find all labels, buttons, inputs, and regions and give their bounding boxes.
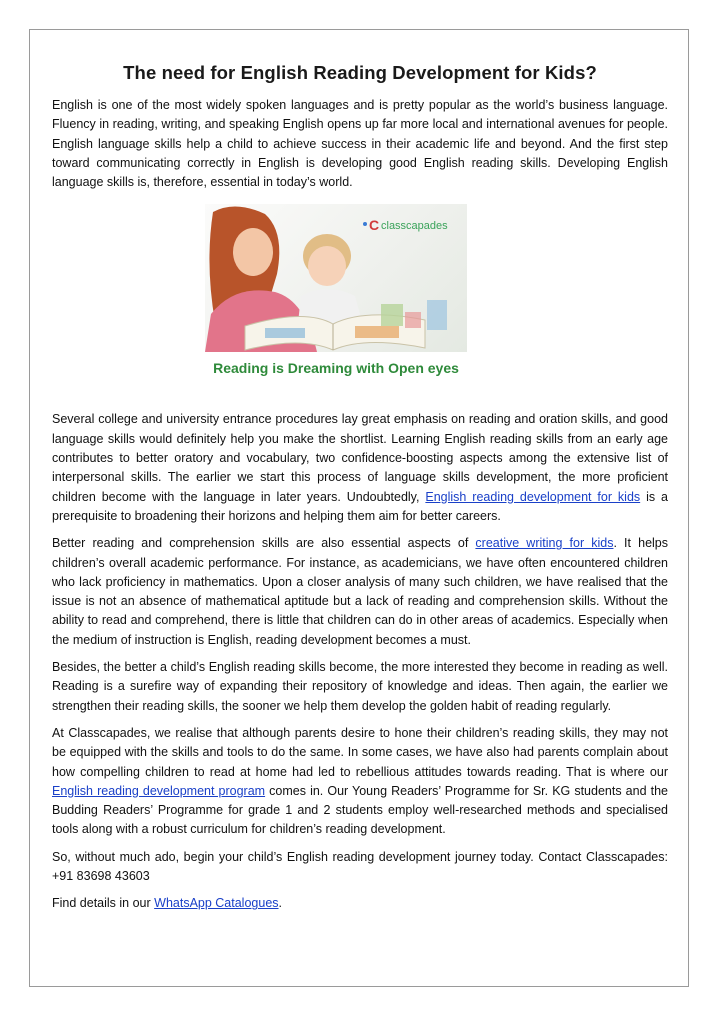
intro-paragraph: English is one of the most widely spoken languages and is pretty popular as the world’s business language. Fluency in reading, writing, and speaking English opens up far more local and international avenues for people. English language skills help a child to achieve success in their academic life and beyond. And the first step toward communicating correctly in English is developing good English reading skills. Developing English language skills is, therefore, essential in today’s world. — [52, 98, 668, 190]
page-title: The need for English Reading Development for Kids? — [123, 62, 597, 83]
paragraph-comprehension: Better reading and comprehension skills are also essential aspects of creative writing for kids. It helps children’s overall academic performance. For instance, as academicians, we have often encountered children who lack proficiency in mathematics. Upon a closer analysis of many such children, we have realised that the issue is not an absence of mathematical aptitude but a lack of reading and comprehension skills. Without the ability to read and comprehend, there is little that children can do in other areas of academics. Especially when the medium of instruction is English, reading development becomes a must. — [52, 536, 668, 647]
document-body — [52, 62, 668, 914]
link-creative-writing-kids[interactable]: creative writing for kids — [475, 536, 614, 551]
paragraph-classcapades: At Classcapades, we realise that although parents desire to hone their children’s reading skills, they may not be equipped with the skills and tools to do the same. In some cases, we have also had parents complain about how compelling children to read at home had led to rebellious attitudes towards reading. That is where our English reading development program comes in. Our Young Readers’ Programme for Sr. KG students and the Budding Readers’ Programme for grade 1 and 2 students employ well-researched methods and specialised tools along with a robust curriculum for children’s reading development. — [52, 725, 668, 837]
paragraph-interest: Besides, the better a child’s English reading skills become, the more interested they become in reading as well. Reading is a surefire way of expanding their repository of knowledge and ideas. Then again, the earlier we strengthen their reading skills, the sooner we help them develop the golden habit of reading regularly. — [52, 660, 668, 713]
link-whatsapp-catalogues[interactable]: WhatsApp Catalogues — [154, 896, 279, 911]
mother-child-reading-image — [205, 204, 467, 352]
classcapades-logo — [363, 217, 448, 233]
paragraph-whatsapp: Find details in our WhatsApp Catalogues. — [52, 896, 283, 911]
illustration-graphic — [205, 204, 467, 352]
paragraph-entrance: Several college and university entrance procedures lay great emphasis on reading and oration skills, and good language skills would definitely help you make the shortlist. Learning English reading skills from an early age contributes to better oratory and vocabulary, two confidence-boosting aspects among the extensive list of interpersonal skills. The earlier we start this process of language skills development, the more proficient children become with the language in later years. Undoubtedly, English reading development for kids is a prerequisite to broadening their horizons and helping them aim for better careers. — [52, 412, 668, 523]
paragraph-contact: So, without much ado, begin your child’s English reading development journey today. Contact Classcapades: +91 83698 43603 — [52, 849, 668, 884]
link-english-reading-development-kids[interactable]: English reading development for kids — [425, 489, 641, 504]
image-caption: Reading is Dreaming with Open eyes — [213, 360, 459, 377]
svg-text:C: C — [369, 217, 380, 234]
logo-text: classcapades — [381, 220, 448, 233]
link-english-reading-program[interactable]: English reading development program — [52, 783, 266, 798]
